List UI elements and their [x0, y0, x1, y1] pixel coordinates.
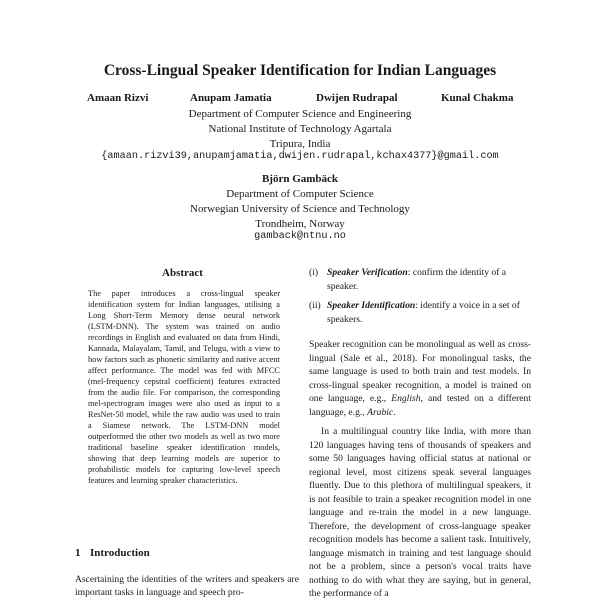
body-paragraph: Speaker recognition can be monolingual as well as cross-lingual (Sale et al., 2018). For monolingual tasks, the same language is used to both train and test models. In cross-lingual speaker recognition, a model is trained on one language, e.g., English, and tested on a different language, e.g., Arabic.: [309, 339, 532, 418]
abstract-text: The paper introduces a cross-lingual speaker identification system for Indian languages, utilising a Long Short-Term Memory dense neural network (LSTM-DNN). The system was trained on audio recordings in English and evaluated on data from Hindi, Kannada, Malayalam, Tamil, and Telugu, with a view to how factors such as phonetic similarity and native accent affect performance. The model was fed with MFCC (mel-frequency cepstral coefficient) features extracted from the audio file. For comparison, the corresponding mel-spectrogram images were also used as input to a ResNet-50 model, while the raw audio was used to train a Siamese network. The LSTM-DNN model outperformed the other two models as well as two more traditional baseline speaker identification models, showing that deep learning models are superior to probabilistic models for capturing low-level speech features and learning speaker characteristics.: [88, 289, 280, 485]
affiliation-department: Department of Computer Science and Engineering: [188, 108, 412, 120]
author-name: Amaan Rizvi: [87, 92, 149, 104]
paper-title: Cross-Lingual Speaker Identification for Indian Languages: [103, 62, 497, 79]
introduction-text: Ascertaining the identities of the writers and speakers are important tasks in language and speech pro-: [75, 574, 299, 599]
body-paragraph: In a multilingual country like India, with more than 120 languages having tens of thousands of speakers and some 50 languages having official status at national or regional level, most citizens speak several languages fluently. Due to this plethora of multilingual speakers, it is not feasible to train a speaker recognition model in one language and re-train the model in a new language. Therefore, the development of cross-language speaker recognition models has become a salient task. Intuitively, language mismatch in training and test language should not be a problem, since a person's vocal traits have nothing to do with what they are saying, but in general, the performance of a: [309, 426, 531, 599]
list-item: [309, 266, 531, 293]
affiliation-institution: Norwegian University of Science and Technology: [190, 203, 410, 215]
author-email: {amaan.rizvi39,anupamjamatia,dwijen.rudrapal,kchax4377}@gmail.com: [101, 151, 499, 162]
abstract-heading: Abstract: [162, 267, 203, 279]
author-email: gamback@ntnu.no: [254, 231, 346, 242]
list-item: [309, 299, 531, 326]
affiliation-department: Department of Computer Science: [226, 188, 374, 200]
affiliation-institution: National Institute of Technology Agartala: [208, 123, 392, 135]
list-term: Speaker Identification: [327, 300, 416, 311]
author-name: Kunal Chakma: [441, 92, 514, 104]
list-term: Speaker Verification: [327, 267, 408, 278]
right-column: [309, 266, 531, 601]
language-example: Arabic: [367, 406, 394, 418]
list-description: : confirm the identity of a speaker.: [327, 267, 507, 292]
section-heading: [75, 547, 150, 559]
affiliation-location: Trondheim, Norway: [255, 218, 345, 230]
list-marker: (ii): [309, 300, 321, 311]
author-name: Anupam Jamatia: [190, 92, 272, 104]
list-marker: (i): [309, 267, 319, 278]
section-number: 1: [75, 547, 81, 559]
list-description: : identify a voice in a set of speakers.: [327, 300, 520, 325]
author-name: Dwijen Rudrapal: [316, 92, 398, 104]
affiliation-location: Tripura, India: [269, 138, 331, 150]
author-name: Björn Gambäck: [261, 173, 339, 185]
section-title: Introduction: [90, 547, 150, 559]
language-example: English: [391, 393, 421, 404]
